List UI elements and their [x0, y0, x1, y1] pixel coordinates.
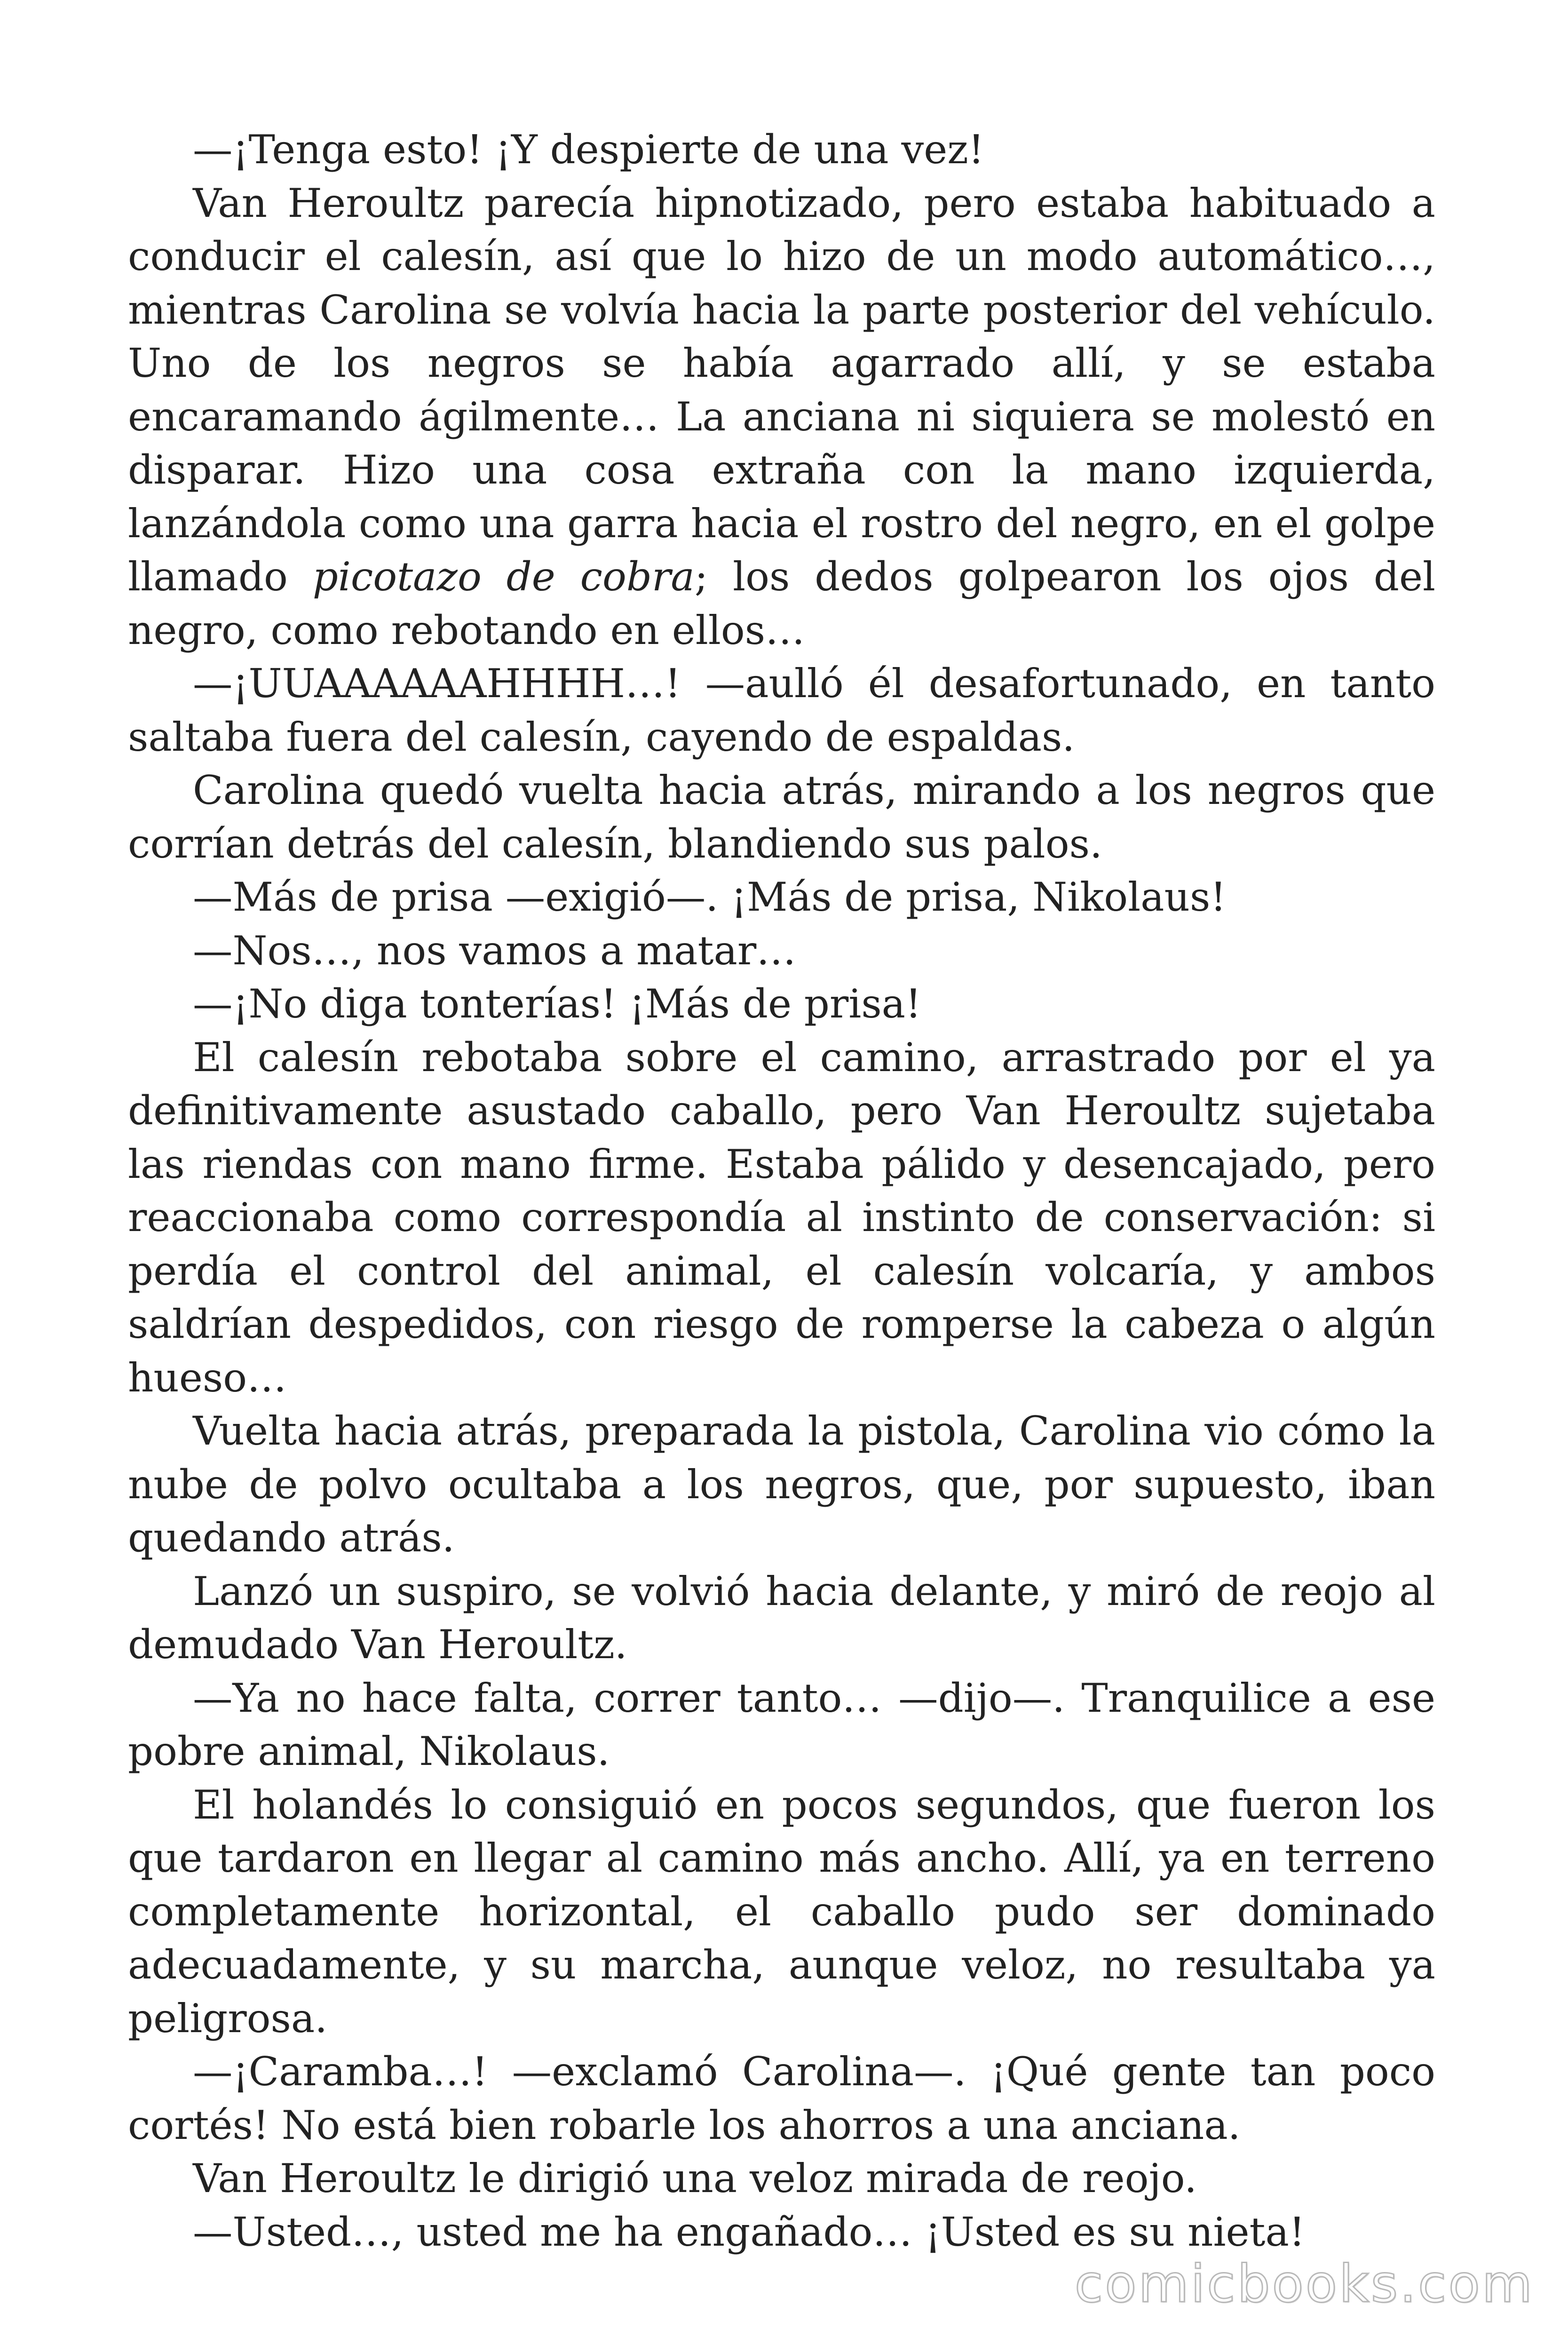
paragraph: —Más de prisa —exigió—. ¡Más de prisa, Nikolaus!	[193, 874, 1227, 920]
body-text	[128, 123, 1435, 2259]
paragraph: Carolina quedó vuelta hacia atrás, mirando a los negros que corrían detrás del calesín, blandiendo sus palos.	[128, 767, 1435, 867]
paragraph: —¡Caramba…! —exclamó Carolina—. ¡Qué gente tan poco cortés! No está bien robarle los ahorros a una anciana.	[128, 2049, 1435, 2148]
paragraph-text: Van Heroultz parecía hipnotizado, pero estaba habituado a conducir el calesín, así que lo hizo de un modo automático…, mientras Carolina se volvía hacia la parte posterior del vehículo. Uno de los negros se había agarrado allí, y se estaba encaramando ágilmente… La anciana ni siquiera se molestó en disparar. Hizo una cosa extraña con la mano izquierda, lanzándola como una garra hacia el rostro del negro, en el golpe llamado	[128, 180, 1435, 600]
paragraph: —Usted…, usted me ha engañado… ¡Usted es su nieta!	[193, 2209, 1305, 2255]
paragraph: El calesín rebotaba sobre el camino, arrastrado por el ya definitivamente asustado caballo, pero Van Heroultz sujetaba las riendas con mano firme. Estaba pálido y desencajado, pero reaccionaba como correspondía al instinto de conservación: si perdía el control del animal, el calesín volcaría, y ambos saldrían despedidos, con riesgo de romperse la cabeza o algún hueso…	[128, 1034, 1435, 1401]
paragraph: —Ya no hace falta, correr tanto… —dijo—. Tranquilice a ese pobre animal, Nikolaus.	[128, 1675, 1435, 1774]
paragraph	[128, 177, 1435, 658]
paragraph: Vuelta hacia atrás, preparada la pistola, Carolina vio cómo la nube de polvo ocultaba a los negros, que, por supuesto, iban quedando atrás.	[128, 1408, 1435, 1561]
paragraph: Van Heroultz le dirigió una veloz mirada de reojo.	[193, 2155, 1197, 2201]
paragraph: —Nos…, nos vamos a matar…	[193, 927, 796, 974]
paragraph-text: ; los dedos golpearon los ojos del negro, como rebotando en ellos…	[128, 554, 1435, 653]
paragraph: —¡Tenga esto! ¡Y despierte de una vez!	[193, 127, 984, 173]
paragraph: Lanzó un suspiro, se volvió hacia delante, y miró de reojo al demudado Van Heroultz.	[128, 1568, 1435, 1668]
italic-term: picotazo de cobra	[312, 554, 695, 600]
paragraph: —¡UUAAAAAAHHHH…! —aulló él desafortunado, en tanto saltaba fuera del calesín, cayendo de espaldas.	[128, 660, 1435, 760]
watermark: comicbooks.com	[1074, 2254, 1534, 2314]
paragraph: —¡No diga tonterías! ¡Más de prisa!	[193, 981, 922, 1027]
paragraph: El holandés lo consiguió en pocos segundos, que fueron los que tardaron en llegar al camino más ancho. Allí, ya en terreno completamente horizontal, el caballo pudo ser dominado adecuadamente, y su marcha, aunque veloz, no resultaba ya peligrosa.	[128, 1781, 1435, 2042]
